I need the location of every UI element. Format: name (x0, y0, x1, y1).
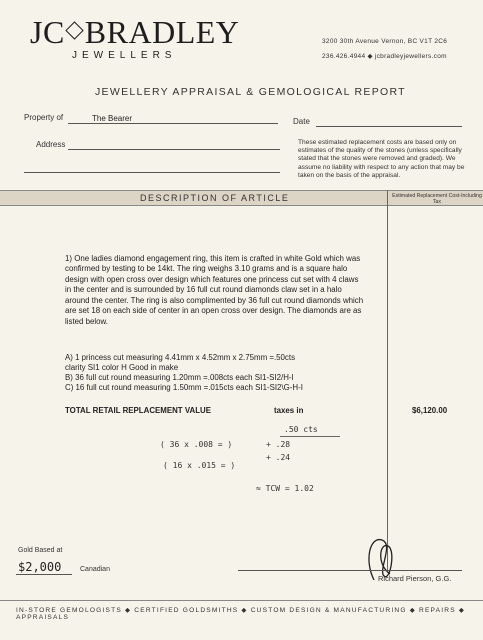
property-of-line (68, 123, 278, 124)
logo-left: JC (30, 14, 65, 50)
gold-line (16, 574, 72, 575)
property-of-value: The Bearer (92, 114, 133, 123)
company-contact: 236.426.4944 ◆ jcbradleyjewellers.com (322, 53, 447, 60)
address-line-2 (24, 172, 280, 173)
item-a-line2: clarity SI1 color H Good in make (65, 363, 179, 372)
date-label: Date (293, 117, 310, 126)
date-line (316, 126, 462, 127)
taxes-label: taxes in (274, 406, 304, 415)
company-logo (30, 14, 239, 51)
gold-based-label: Gold Based at (18, 547, 63, 554)
handwritten-sum-1: .50 cts (284, 425, 318, 434)
cost-header: Estimated Replacement Cost-Including Tax (392, 193, 482, 205)
footer-divider (0, 600, 483, 601)
report-title: JEWELLERY APPRAISAL & GEMOLOGICAL REPORT (95, 86, 406, 98)
appraiser-name: Richard Pierson, G.G. (378, 574, 452, 583)
item-b: B) 36 full cut round measuring 1.20mm =.008cts each SI1-SI2/H-I (65, 373, 294, 382)
gold-currency: Canadian (80, 566, 110, 573)
property-of-label: Property of (24, 113, 64, 122)
logo-right: BRADLEY (84, 14, 240, 50)
gold-value: $2,000 (18, 560, 62, 574)
item-c: C) 16 full cut round measuring 1.50mm =.015cts each SI1-SI2\G-H-I (65, 383, 303, 392)
item-a-line1: A) 1 princess cut measuring 4.41mm x 4.52mm x 2.75mm =.50cts (65, 353, 296, 362)
handwritten-sum-3: + .24 (266, 453, 291, 462)
description-header: DESCRIPTION OF ARTICLE (140, 193, 290, 203)
signature-line (238, 570, 462, 571)
footer-services: IN-STORE GEMOLOGISTS ◆ CERTIFIED GOLDSMITHS ◆ CUSTOM DESIGN & MANUFACTURING ◆ REPAIRS ◆ APPRAISALS (16, 607, 466, 621)
column-divider (387, 190, 388, 570)
total-value: $6,120.00 (412, 406, 448, 415)
company-address: 3200 30th Avenue Vernon, BC V1T 2C6 (322, 38, 448, 45)
item-description: 1) One ladies diamond engagement ring, this item is crafted in white Gold which was confirmed by testing to be 14kt. The ring weighs 3.10 grams and is a square halo design with open cross over design which features one princess cut set with 4 claws in the center and is surrounded by 16 full cut round diamonds claw set in a halo around the center. The ring is also complimented by 36 full cut round diamonds which are set 18 on each side of center in an open cross over design. The diamonds are as listed below. (65, 254, 364, 326)
handwritten-calc-2: ( 16 x .015 = ) (163, 461, 236, 470)
address-line-1 (68, 149, 280, 150)
total-label: TOTAL RETAIL REPLACEMENT VALUE (65, 406, 211, 415)
handwritten-calc-1: ( 36 x .008 = ) (160, 440, 233, 449)
handwritten-tcw: ≈ TCW = 1.02 (256, 484, 314, 493)
logo-diamond-icon (65, 21, 83, 39)
disclaimer-text: These estimated replacement costs are based only on estimates of the quality of the stones (unless specifically stated that the stones were removed and graded). We assume no liability with respect to any action that may be taken on the basis of the appraisal. (298, 139, 465, 179)
handwritten-sum-2: + .28 (266, 440, 291, 449)
logo-subtitle: JEWELLERS (72, 50, 177, 61)
address-label: Address (36, 140, 66, 149)
handwritten-rule (280, 436, 340, 437)
